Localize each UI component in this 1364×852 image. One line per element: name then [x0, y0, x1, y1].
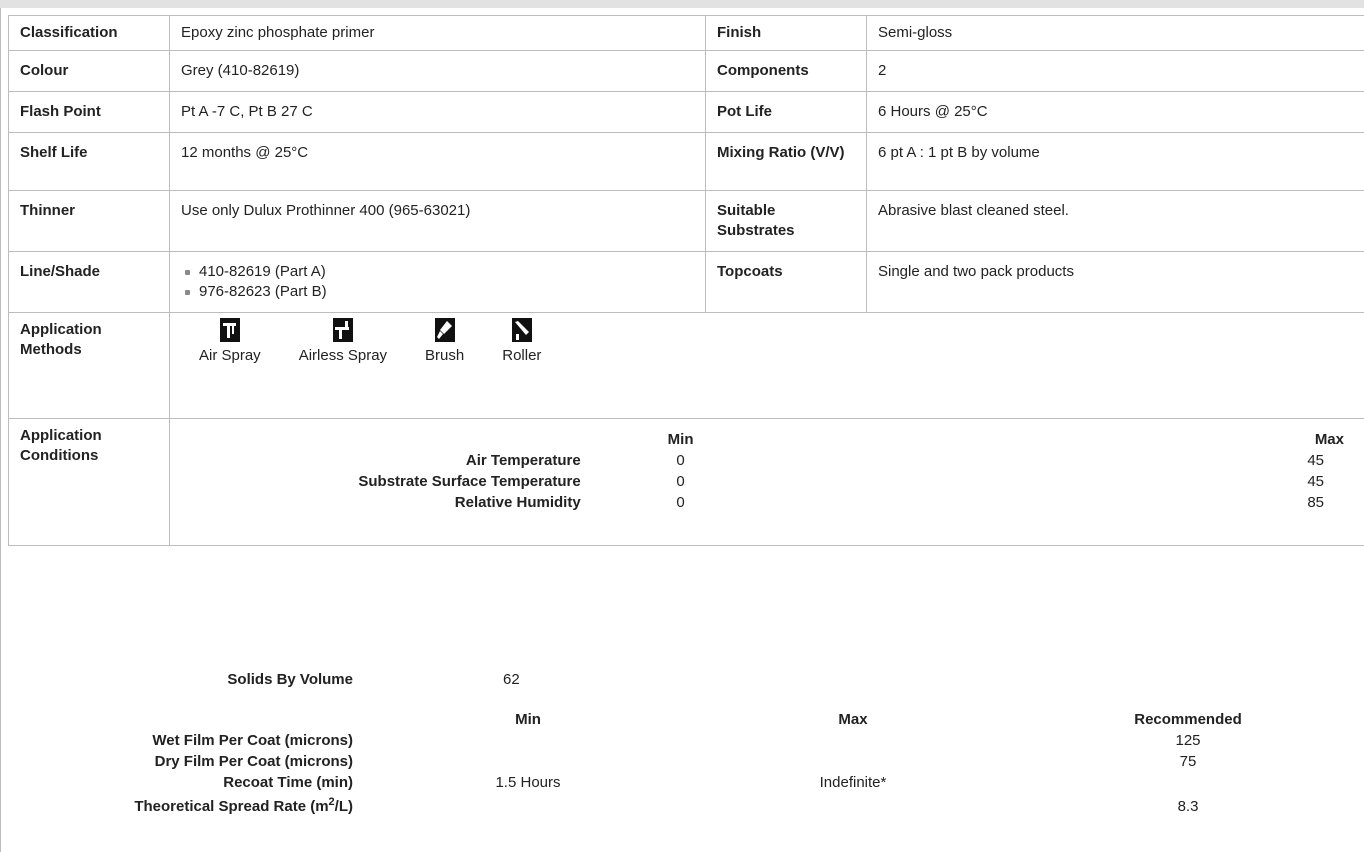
- classification-label: Classification: [9, 16, 170, 51]
- table-row: [8, 730, 1364, 751]
- table-row: [8, 751, 1364, 772]
- method-roller: [502, 318, 541, 366]
- condition-max: 85: [1307, 494, 1324, 511]
- application-conditions-label: Application Conditions: [9, 419, 170, 546]
- condition-max: 45: [1307, 473, 1324, 490]
- substrates-value: Abrasive blast cleaned steel.: [867, 191, 1364, 252]
- condition-name: Air Temperature: [465, 452, 581, 469]
- conditions-max-header: Max: [1314, 431, 1344, 448]
- application-methods-value: [170, 313, 1364, 419]
- film-row-recommended: 75: [1179, 753, 1197, 770]
- table-row: [9, 419, 1364, 546]
- method-label: Roller: [502, 347, 542, 364]
- application-conditions-value: [170, 419, 1364, 546]
- mixing-ratio-value: 6 pt A : 1 pt B by volume: [867, 133, 1364, 191]
- classification-value: Epoxy zinc phosphate primer: [170, 16, 706, 51]
- thinner-label: Thinner: [9, 191, 170, 252]
- substrates-label: Suitable Substrates: [706, 191, 867, 252]
- table-row: [8, 772, 1364, 793]
- conditions-min-header: Min: [667, 431, 694, 448]
- line-shade-value: [170, 252, 706, 313]
- film-row-name: Dry Film Per Coat (microns): [154, 753, 353, 770]
- list-item: 976-82623 (Part B): [181, 282, 694, 302]
- spec-table: [8, 15, 1364, 546]
- shelf-life-value: 12 months @ 25°C: [170, 133, 706, 191]
- flash-point-label: Flash Point: [9, 92, 170, 133]
- pot-life-value: 6 Hours @ 25°C: [867, 92, 1364, 133]
- top-bar: [0, 0, 1364, 8]
- film-recommended-header: Recommended: [1134, 711, 1242, 728]
- roller-icon: [512, 318, 532, 342]
- thinner-value: Use only Dulux Prothinner 400 (965-63021): [170, 191, 706, 252]
- left-border: [0, 8, 1, 852]
- method-label: Brush: [425, 347, 465, 364]
- table-row: [9, 133, 1364, 191]
- method-airless-spray: [299, 318, 387, 366]
- table-row: [9, 16, 1364, 51]
- table-row: [9, 252, 1364, 313]
- film-row-name: Wet Film Per Coat (microns): [152, 732, 353, 749]
- film-row-recommended: 125: [1175, 732, 1201, 749]
- finish-value: Semi-gloss: [867, 16, 1364, 51]
- condition-min: 0: [676, 473, 685, 490]
- table-row: [9, 191, 1364, 252]
- film-section: [8, 657, 1364, 852]
- conditions-table: [170, 429, 1364, 513]
- table-row: [170, 492, 1364, 513]
- film-row-name: Recoat Time (min): [223, 774, 353, 791]
- airless-spray-icon: [333, 318, 353, 342]
- condition-max: 45: [1307, 452, 1324, 469]
- condition-name: Relative Humidity: [454, 494, 581, 511]
- method-label: Air Spray: [199, 347, 261, 364]
- condition-name: Substrate Surface Temperature: [358, 473, 581, 490]
- line-shade-label: Line/Shade: [9, 252, 170, 313]
- condition-min: 0: [676, 452, 685, 469]
- method-brush: [425, 318, 464, 366]
- colour-value: Grey (410-82619): [170, 51, 706, 92]
- film-max-header: Max: [838, 711, 868, 728]
- solids-row: [8, 669, 1364, 690]
- line-shade-list: [181, 262, 694, 302]
- spread-rate-name: Theoretical Spread Rate $(m^2/L)$: [134, 796, 353, 815]
- table-row: [9, 51, 1364, 92]
- colour-label: Colour: [9, 51, 170, 92]
- shelf-life-label: Shelf Life: [9, 133, 170, 191]
- components-value: 2: [867, 51, 1364, 92]
- film-row-max: Indefinite*: [819, 774, 887, 791]
- brush-icon: [435, 318, 455, 342]
- table-row: [170, 429, 1364, 450]
- topcoats-value: Single and two pack products: [867, 252, 1364, 313]
- film-row-min: 1.5 Hours: [495, 774, 561, 791]
- solids-label: Solids By Volume: [227, 671, 353, 688]
- topcoats-label: Topcoats: [706, 252, 867, 313]
- condition-min: 0: [676, 494, 685, 511]
- table-row: [9, 313, 1364, 419]
- mixing-ratio-label: Mixing Ratio (V/V): [706, 133, 867, 191]
- finish-label: Finish: [706, 16, 867, 51]
- method-air-spray: [199, 318, 261, 366]
- method-label: Airless Spray: [298, 347, 388, 364]
- air-spray-icon: [220, 318, 240, 342]
- table-row: [170, 450, 1364, 471]
- table-row: [8, 796, 1364, 817]
- components-label: Components: [706, 51, 867, 92]
- film-header-row: [8, 709, 1364, 730]
- application-methods-list: [199, 318, 1353, 366]
- flash-point-value: Pt A -7 C, Pt B 27 C: [170, 92, 706, 133]
- film-min-header: Min: [515, 711, 541, 728]
- spread-rate-recommended: 8.3: [1177, 798, 1199, 815]
- application-methods-label: Application Methods: [9, 313, 170, 419]
- table-row: [170, 471, 1364, 492]
- table-row: [9, 92, 1364, 133]
- pot-life-label: Pot Life: [706, 92, 867, 133]
- list-item: 410-82619 (Part A): [181, 262, 694, 282]
- solids-value: 62: [503, 671, 520, 688]
